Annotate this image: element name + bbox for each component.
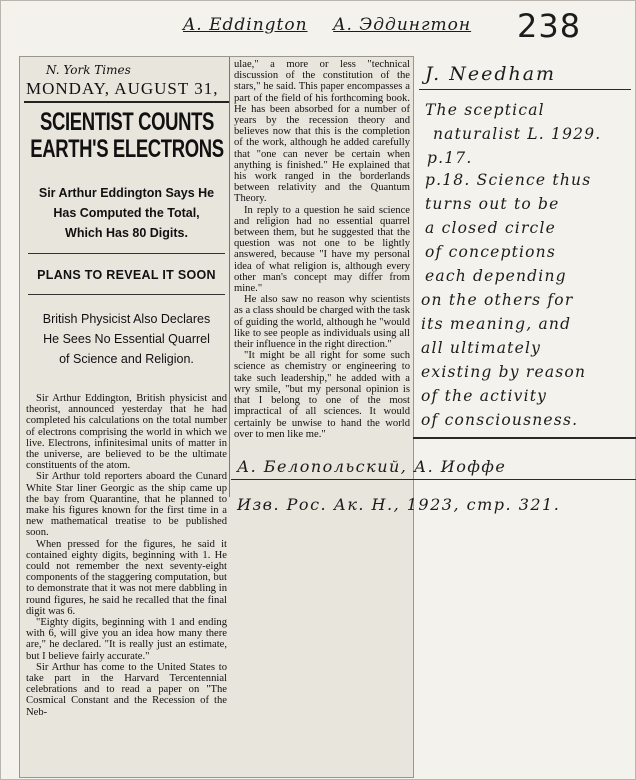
date-text: MONDAY, AUGUST 31, — [26, 79, 219, 98]
deck-3-line: of Science and Religion. — [59, 352, 194, 366]
note-line: existing by reason — [421, 363, 587, 381]
note-line: a closed circle — [425, 219, 556, 237]
note-line: its meaning, and — [421, 315, 572, 333]
bottom-underline — [231, 479, 636, 480]
column-divider — [229, 57, 230, 497]
note-line: each depending — [425, 267, 567, 285]
paragraph: When pressed for the figures, he said it contained eighty digits, beginning with 1. He could not remember the next seventy-eight components of the staggering computation, but to demonstrate that it was not mere dabbling in round figures, he said he recalled that the final digit was 6. — [26, 538, 227, 617]
top-annotation — [183, 15, 471, 35]
paragraph: In reply to a question he said science and religion had no essential quarrel between them, but he suggested that the question was not one to be lightly answered, because "I have my personal idea of what religion is, although every other man's concept may differ from mine." — [234, 204, 410, 295]
paragraph: Sir Arthur has come to the United States to take part in the Harvard Tercentennial celebrations and to read a paper on "The Cosmical Constant and the Recession of the Neb- — [26, 661, 227, 718]
paragraph: He also saw no reason why scientists as a class should be charged with the task of guiding the world, although he "would like to see people as individuals using all their influence in the right direction." — [234, 294, 410, 351]
clipping-column-1 — [24, 57, 229, 777]
deck-3 — [28, 295, 225, 369]
headline-line-2: EARTH'S ELECTRONS — [30, 135, 224, 163]
deck-1-line: Has Computed the Total, — [53, 206, 200, 220]
bottom-annotation-1: А. Белопольский, А. Иоффе — [237, 457, 507, 476]
note-line: of conceptions — [425, 243, 557, 261]
article-body-col2 — [232, 59, 412, 440]
article-body-col1 — [24, 393, 229, 718]
note-line: of the activity — [421, 387, 548, 405]
note-line: turns out to be — [425, 195, 560, 213]
top-name-cyrillic: A. Эддингтон — [333, 15, 472, 35]
paragraph: Sir Arthur told reporters aboard the Cunard White Star liner Georgic as the ship came up the bay from Quarantine, that he planned to make his figures known for the first time in a new mathematical treatise to be published soon. — [26, 471, 227, 539]
note-line: p.17. — [427, 149, 473, 167]
note-line: on the others for — [421, 291, 574, 309]
note-line: naturalist L. 1929. — [433, 125, 602, 143]
deck-1-line: Which Has 80 Digits. — [65, 226, 188, 240]
paragraph: "It might be all right for some such science as chemistry or engineering to take such leadership," he added with a wry smile, "but my personal opinion is that I belong to one of the most impractical of all sciences. It would certainly be unwise to hand the world over to men like me." — [234, 350, 410, 440]
deck-1 — [28, 183, 225, 254]
bottom-annotation-2: Изв. Рос. Ак. Н., 1923, стр. 321. — [237, 495, 561, 514]
dateline — [24, 79, 229, 103]
deck-3-line: British Physicist Also Declares — [42, 312, 211, 326]
top-name-latin: A. Eddington — [183, 15, 308, 35]
needham-name: J. Needham — [425, 63, 557, 85]
page-number: 238 — [517, 7, 582, 45]
clipping-column-2 — [232, 59, 412, 499]
divider-line — [413, 437, 636, 439]
newspaper-clipping — [19, 56, 414, 778]
deck-3-line: He Sees No Essential Quarrel — [43, 332, 210, 346]
paragraph: ulae," a more or less "technical discussion of the constitution of the stars," he said. This paper encompasses a part of the field of his forthcoming book. He has been absorbed for a number of years by the recession theory and believes now that this is the completion of the work, although he added carefully that "one can never be certain when anything is finished." He explained that his work ranged in the borderlands between relativity and the Quantum Theory. — [234, 59, 410, 205]
name-underline — [419, 89, 631, 90]
note-line: The sceptical — [425, 101, 545, 119]
deck-2: PLANS TO REVEAL IT SOON — [28, 254, 225, 295]
note-line: of consciousness. — [421, 411, 579, 429]
note-line: p.18. Science thus — [425, 171, 592, 189]
deck-1-line: Sir Arthur Eddington Says He — [38, 186, 215, 200]
note-line: all ultimately — [421, 339, 542, 357]
source-handwritten: N. York Times — [46, 63, 131, 77]
paragraph: "Eighty digits, beginning with 1 and ending with 6, will give you an idea how many there are," he declared. "It is really just an estimate, but I believe fairly accurate." — [26, 617, 227, 662]
headline-line-1: SCIENTIST COUNTS — [40, 108, 214, 136]
paragraph: Sir Arthur Eddington, British physicist and theorist, announced yesterday that he had completed his calculations on the total number of electrons comprising the world in which we live. Electrons, infinitesimal units of matter in the universe, are believed to be the ultimate constituents of the atom. — [26, 393, 227, 472]
headline — [27, 109, 227, 163]
